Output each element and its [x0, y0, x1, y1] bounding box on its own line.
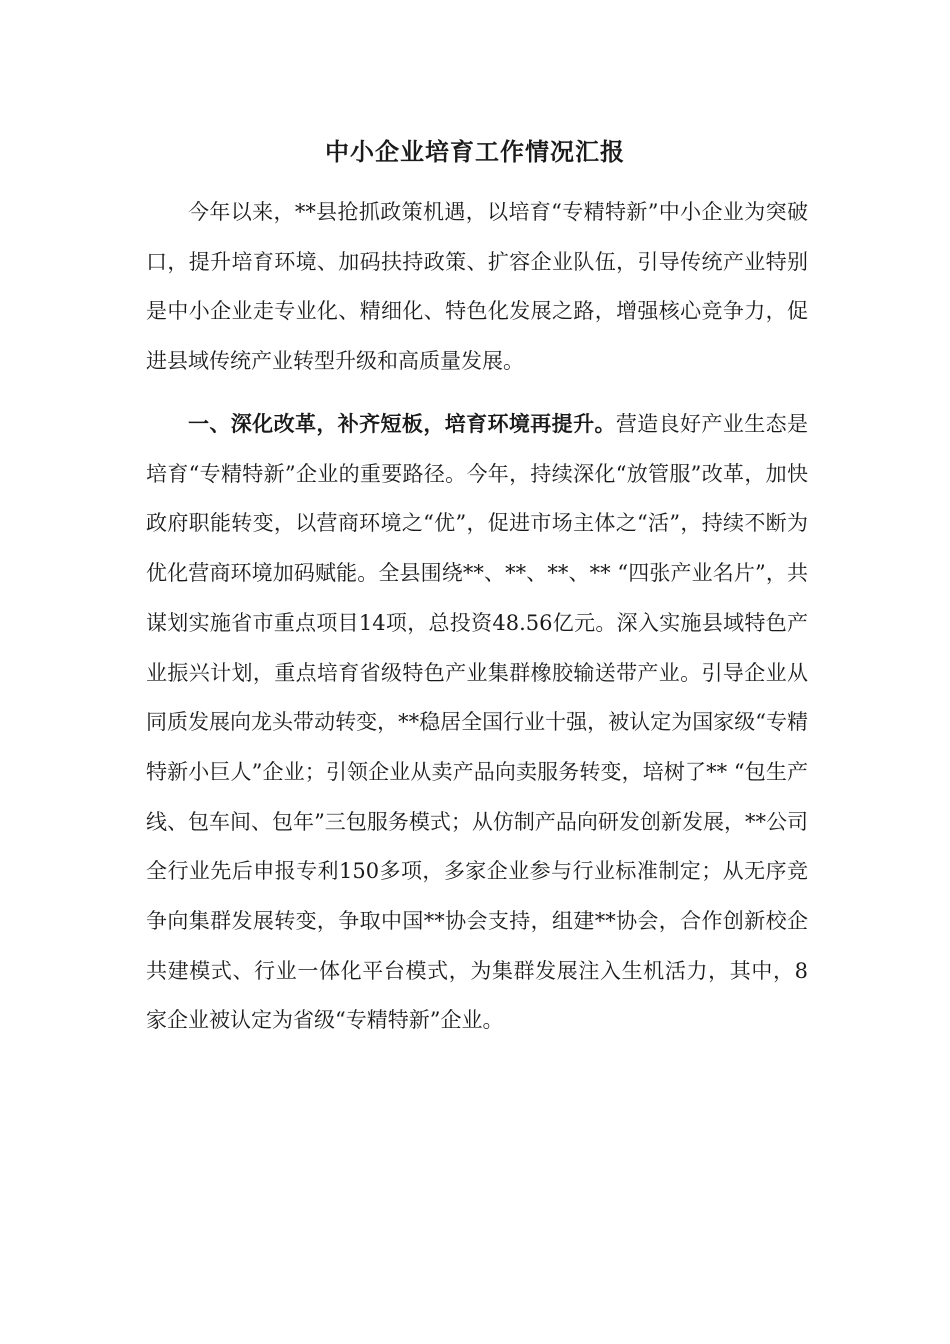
section-heading-1: 一、深化改革，补齐短板，培育环境再提升。 — [188, 411, 616, 436]
intro-paragraph: 今年以来，**县抢抓政策机遇，以培育“专精特新”中小企业为突破口，提升培育环境、加码扶持政策、扩容企业队伍，引导传统产业特别是中小企业走专业化、精细化、特色化发展之路，增强核心竞争力，促进县域传统产业转型升级和高质量发展。 — [146, 200, 808, 374]
document-title: 中小企业培育工作情况汇报 — [325, 137, 625, 166]
section-body-1: 营造良好产业生态是培育“专精特新”企业的重要路径。今年，持续深化“放管服”改革，加快政府职能转变，以营商环境之“优”，促进市场主体之“活”，持续不断为优化营商环境加码赋能。全县围绕**、**、**、** “四张产业名片”，共谋划实施省市重点项目14项，总投资48.56亿元。深入实施县域特色产业振兴计划，重点培育省级特色产业集群橡胶输送带产业。引导企业从同质发展向龙头带动转变，**稳居全国行业十强，被认定为国家级“专精特新小巨人”企业；引领企业从卖产品向卖服务转变，培树了** “包生产线、包车间、包年”三包服务模式；从仿制产品向研发创新发展，**公司全行业先后申报专利150多项，多家企业参与行业标准制定；从无序竞争向集群发展转变，争取中国**协会支持，组建**协会，合作创新校企共建模式、行业一体化平台模式，为集群发展注入生机活力，其中，8家企业被认定为省级“专精特新”企业。 — [146, 412, 809, 1033]
section-paragraph-1 — [146, 399, 808, 1046]
